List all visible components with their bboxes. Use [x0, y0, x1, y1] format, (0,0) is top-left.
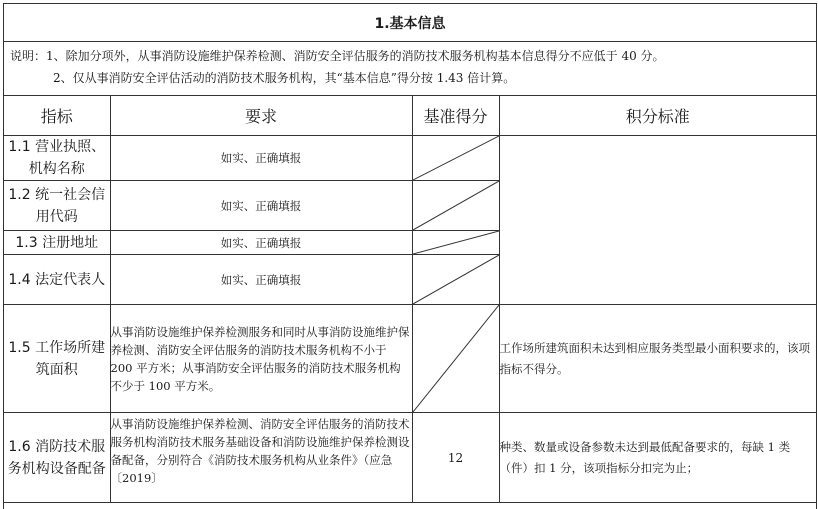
info-table [4, 95, 816, 503]
table-header-row [4, 95, 816, 136]
indicator-cell: 1.2 统一社会信用代码 [4, 181, 110, 231]
table-row [4, 413, 816, 503]
indicator-cell: 1.6 消防技术服务机构设备配备 [4, 413, 110, 503]
header-requirement: 要求 [110, 95, 412, 136]
requirement-cell: 如实、正确填报 [110, 231, 412, 255]
header-indicator: 指标 [4, 95, 110, 136]
diagonal-slash [413, 181, 499, 230]
document-page [3, 3, 817, 509]
note-line-2: 2、仅从事消防安全评估活动的消防技术服务机构，其“基本信息”得分按 1.43 倍计算。 [53, 71, 516, 85]
score-cell-slashed [412, 255, 499, 305]
criteria-cell: 种类、数量或设备参数未达到最低配备要求的，每缺 1 类（件）扣 1 分，该项指标分扣完为止； [499, 413, 816, 503]
score-cell-slashed [412, 305, 499, 413]
table-row [4, 136, 816, 181]
header-score: 基准得分 [412, 95, 499, 136]
requirement-cell: 如实、正确填报 [110, 181, 412, 231]
header-criteria: 积分标准 [499, 95, 816, 136]
indicator-cell: 1.4 法定代表人 [4, 255, 110, 305]
requirement-cell: 如实、正确填报 [110, 255, 412, 305]
diagonal-slash [413, 255, 499, 304]
score-cell-slashed [412, 181, 499, 231]
section-title: 1.基本信息 [4, 4, 816, 42]
indicator-cell: 1.3 注册地址 [4, 231, 110, 255]
requirement-cell: 从事消防设施维护保养检测、消防安全评估服务的消防技术服务机构消防技术服务基础设备和消防设施维护保养检测设备配备，分别符合《消防技术服务机构从业条件》（应急〔2019〕 [110, 413, 412, 503]
indicator-cell: 1.1 营业执照、机构名称 [4, 136, 110, 181]
score-cell-slashed [412, 136, 499, 181]
criteria-cell-empty [499, 136, 816, 305]
table-row [4, 305, 816, 413]
diagonal-slash [413, 231, 499, 254]
note-line-1: 说明：1、除加分项外，从事消防设施维护保养检测、消防安全评估服务的消防技术服务机构基本信息得分不应低于 40 分。 [10, 49, 665, 63]
diagonal-slash [413, 136, 499, 180]
score-cell-slashed [412, 231, 499, 255]
score-cell: 12 [412, 413, 499, 503]
requirement-cell: 如实、正确填报 [110, 136, 412, 181]
criteria-cell: 工作场所建筑面积未达到相应服务类型最小面积要求的，该项指标不得分。 [499, 305, 816, 413]
indicator-cell: 1.5 工作场所建筑面积 [4, 305, 110, 413]
diagonal-slash [413, 305, 499, 412]
requirement-cell: 从事消防设施维护保养检测服务和同时从事消防设施维护保养检测、消防安全评估服务的消防技术服务机构不小于 200 平方米；从事消防安全评估服务的消防技术服务机构不少于 100 平方米。 [110, 305, 412, 413]
notes-block [4, 41, 816, 96]
